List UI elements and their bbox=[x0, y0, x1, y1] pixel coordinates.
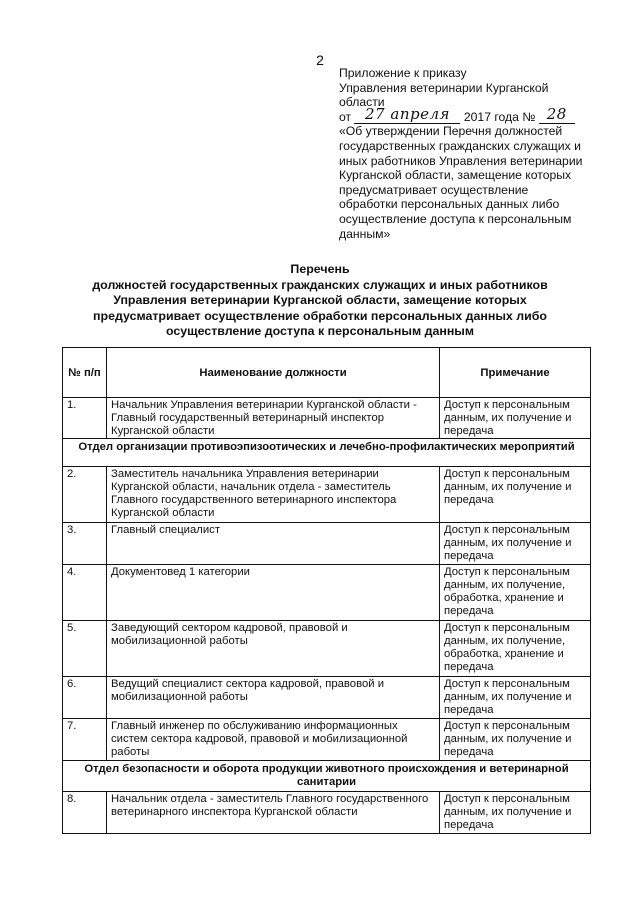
header-position: Наименование должности bbox=[107, 348, 440, 398]
page-number: 2 bbox=[316, 52, 324, 68]
row-num: 6. bbox=[63, 677, 107, 719]
table-row bbox=[63, 719, 591, 761]
title-line: Управления ветеринарии Курганской области, замещение которых bbox=[113, 293, 527, 308]
row-num: 3. bbox=[63, 523, 107, 565]
appendix-date-line bbox=[339, 105, 609, 125]
table-row bbox=[63, 565, 591, 621]
table-row bbox=[63, 621, 591, 677]
row-num: 2. bbox=[63, 467, 107, 523]
row-num: 5. bbox=[63, 621, 107, 677]
handwritten-number: 28 bbox=[546, 105, 567, 124]
row-num: 7. bbox=[63, 719, 107, 761]
appendix-line: Управления ветеринарии Курганской bbox=[339, 80, 549, 95]
header-num: № п/п bbox=[63, 348, 107, 398]
row-num: 1. bbox=[63, 398, 107, 439]
date-signature-field bbox=[354, 105, 460, 124]
year-text: 2017 года № bbox=[463, 109, 536, 124]
row-note: Доступ к персональным данным, их получение и передача bbox=[440, 792, 591, 834]
date-prefix: от bbox=[339, 109, 352, 124]
row-position: Начальник отдела - заместитель Главного государственного ветеринарного инспектора Курганской области bbox=[107, 792, 440, 834]
row-note: Доступ к персональным данным, их получение и передача bbox=[440, 677, 591, 719]
title-line: осуществление доступа к персональным данным bbox=[165, 324, 475, 339]
row-note: Доступ к персональным данным, их получение и передача bbox=[440, 523, 591, 565]
title-line: предусматривает осуществление обработки персональных данных либо bbox=[93, 308, 547, 323]
section-row bbox=[63, 439, 591, 467]
appendix-subject-line: «Об утверждении Перечня должностей bbox=[339, 124, 563, 139]
table-row bbox=[63, 467, 591, 523]
appendix-subject-line: государственных гражданских служащих и bbox=[339, 138, 581, 153]
appendix-subject-line: осуществление доступа к персональным bbox=[339, 211, 572, 226]
document-title bbox=[40, 262, 600, 340]
row-note: Доступ к персональным данным, их получение и передача bbox=[440, 467, 591, 523]
appendix-subject-line: предусматривает осуществление bbox=[339, 182, 529, 197]
title-heading: Перечень bbox=[290, 262, 350, 276]
header-note: Примечание bbox=[440, 348, 591, 398]
row-position: Заместитель начальника Управления ветеринарии Курганской области, начальник отдела - заместитель Главного государственного ветеринарного инспектора Курганской области bbox=[107, 467, 440, 523]
row-position: Документовед 1 категории bbox=[107, 565, 440, 621]
table-row bbox=[63, 398, 591, 439]
table-row bbox=[63, 523, 591, 565]
appendix-subject-line: Курганской области, замещение которых bbox=[339, 168, 572, 183]
table-header-row bbox=[63, 348, 591, 398]
order-number-field bbox=[539, 105, 575, 124]
row-position: Ведущий специалист сектора кадровой, правовой и мобилизационной работы bbox=[107, 677, 440, 719]
table-row bbox=[63, 792, 591, 834]
section-heading: Отдел организации противоэпизоотических и лечебно-профилактических мероприятий bbox=[63, 439, 591, 467]
row-position: Главный инженер по обслуживанию информационных систем сектора кадровой, правовой и мобилизационной работы bbox=[107, 719, 440, 761]
positions-table bbox=[62, 347, 591, 834]
table-row bbox=[63, 677, 591, 719]
appendix-line: области bbox=[339, 95, 385, 110]
appendix-line: Приложение к приказу bbox=[339, 66, 467, 80]
title-line: должностей государственных гражданских служащих и иных работников bbox=[92, 277, 548, 292]
appendix-block bbox=[339, 66, 609, 241]
row-position: Начальник Управления ветеринарии Курганской области - Главный государственный ветеринарный инспектор Курганской области bbox=[107, 398, 440, 439]
row-note: Доступ к персональным данным, их получение, обработка, хранение и передача bbox=[440, 621, 591, 677]
row-num: 4. bbox=[63, 565, 107, 621]
section-heading: Отдел безопасности и оборота продукции животного происхождения и ветеринарной санитарии bbox=[63, 761, 591, 792]
row-num: 8. bbox=[63, 792, 107, 834]
row-position: Главный специалист bbox=[107, 523, 440, 565]
row-note: Доступ к персональным данным, их получение и передача bbox=[440, 398, 591, 439]
row-note: Доступ к персональным данным, их получение и передача bbox=[440, 719, 591, 761]
appendix-subject-line: данным» bbox=[339, 226, 391, 241]
row-note: Доступ к персональным данным, их получение, обработка, хранение и передача bbox=[440, 565, 591, 621]
section-row bbox=[63, 761, 591, 792]
appendix-subject-line: обработки персональных данных либо bbox=[339, 197, 560, 212]
appendix-subject-line: иных работников Управления ветеринарии bbox=[339, 153, 583, 168]
handwritten-date: 27 апреля bbox=[365, 105, 450, 124]
row-position: Заведующий сектором кадровой, правовой и мобилизационной работы bbox=[107, 621, 440, 677]
